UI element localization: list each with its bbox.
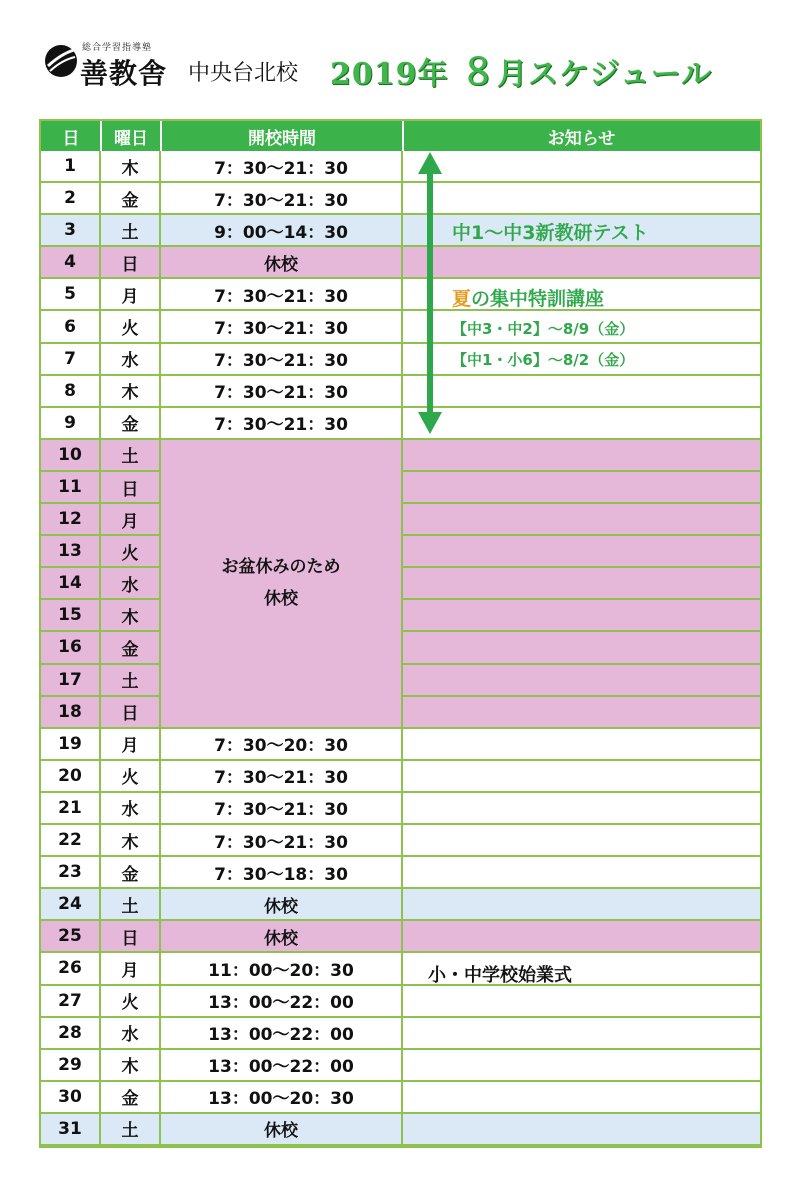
notice-ceremony: 小・中学校始業式	[428, 965, 572, 986]
notice-cell	[403, 665, 760, 697]
notice-test: 中1〜中3新教研テスト	[452, 222, 649, 244]
notice-cell	[403, 600, 760, 632]
brand-tagline: 総合学習指導塾	[82, 43, 153, 53]
weekday-cell: 月	[101, 953, 161, 985]
day-cell: 15	[41, 600, 101, 632]
obon-closure-cell	[161, 440, 403, 729]
obon-line2: 休校	[264, 589, 298, 610]
title-month: ８	[459, 51, 497, 93]
weekday-cell: 金	[101, 183, 161, 215]
weekday-cell: 金	[101, 857, 161, 889]
notice-cell	[403, 1050, 760, 1082]
header-hours: 開校時間	[161, 121, 403, 151]
weekday-cell: 土	[101, 440, 161, 472]
weekday-cell: 火	[101, 311, 161, 343]
double-arrow-icon	[418, 152, 442, 434]
weekday-cell: 火	[101, 986, 161, 1018]
header-divider	[100, 121, 102, 151]
day-cell: 31	[41, 1114, 101, 1146]
notice-cell	[403, 697, 760, 729]
weekday-cell: 月	[101, 279, 161, 311]
brand-logo-text: 善教舎	[80, 57, 168, 90]
day-cell: 17	[41, 665, 101, 697]
hours-cell: 休校	[161, 921, 403, 953]
weekday-cell: 火	[101, 761, 161, 793]
notice-cell	[403, 889, 760, 921]
day-cell: 20	[41, 761, 101, 793]
day-cell: 12	[41, 504, 101, 536]
notice-cell	[403, 247, 760, 279]
day-cell: 27	[41, 986, 101, 1018]
weekday-cell: 日	[101, 247, 161, 279]
day-cell: 5	[41, 279, 101, 311]
notice-cell	[403, 857, 760, 889]
notice-cell	[403, 151, 760, 183]
hours-cell: 休校	[161, 889, 403, 921]
hours-cell: 7：30〜21：30	[161, 344, 403, 376]
weekday-cell: 火	[101, 536, 161, 568]
weekday-cell: 水	[101, 344, 161, 376]
day-cell: 10	[41, 440, 101, 472]
hours-cell: 7：30〜21：30	[161, 151, 403, 183]
weekday-cell: 金	[101, 408, 161, 440]
hours-cell: 7：30〜21：30	[161, 311, 403, 343]
day-cell: 30	[41, 1082, 101, 1114]
hours-cell: 13：00〜20：30	[161, 1082, 403, 1114]
day-cell: 4	[41, 247, 101, 279]
hours-cell: 7：30〜21：30	[161, 279, 403, 311]
hours-cell: 7：30〜21：30	[161, 408, 403, 440]
notice-cell	[403, 921, 760, 953]
weekday-cell: 日	[101, 697, 161, 729]
hours-cell: 7：30〜21：30	[161, 825, 403, 857]
weekday-cell: 土	[101, 889, 161, 921]
day-cell: 25	[41, 921, 101, 953]
notice-cell	[403, 1018, 760, 1050]
header-notice: お知らせ	[403, 121, 760, 151]
notice-summer-rest: の集中特訓講座	[471, 288, 605, 310]
weekday-cell: 木	[101, 1050, 161, 1082]
day-cell: 16	[41, 632, 101, 664]
day-cell: 18	[41, 697, 101, 729]
notice-cell	[403, 376, 760, 408]
weekday-cell: 土	[101, 665, 161, 697]
notice-cell	[403, 504, 760, 536]
logo-mark-icon	[44, 44, 78, 78]
notice-cell	[403, 825, 760, 857]
title-year: 2019年	[330, 57, 449, 92]
notice-cell	[403, 632, 760, 664]
obon-line1: お盆休みのため	[221, 556, 341, 577]
hours-cell: 13：00〜22：00	[161, 1050, 403, 1082]
day-cell: 3	[41, 215, 101, 247]
notice-summer-line1: 【中3・中2】〜8/9（金）	[452, 320, 635, 338]
notice-cell	[403, 1082, 760, 1114]
weekday-cell: 日	[101, 921, 161, 953]
notice-cell	[403, 729, 760, 761]
hours-cell: 7：30〜21：30	[161, 376, 403, 408]
hours-cell: 7：30〜21：30	[161, 793, 403, 825]
weekday-cell: 水	[101, 793, 161, 825]
day-cell: 1	[41, 151, 101, 183]
notice-summer-first: 夏	[452, 288, 472, 310]
schedule-table	[39, 119, 762, 1148]
notice-cell	[403, 1114, 760, 1146]
weekday-cell: 水	[101, 568, 161, 600]
day-cell: 8	[41, 376, 101, 408]
day-cell: 11	[41, 472, 101, 504]
weekday-cell: 土	[101, 1114, 161, 1146]
notice-cell	[403, 472, 760, 504]
notice-cell	[403, 761, 760, 793]
day-cell: 14	[41, 568, 101, 600]
day-cell: 29	[41, 1050, 101, 1082]
weekday-cell: 木	[101, 600, 161, 632]
weekday-cell: 金	[101, 632, 161, 664]
notice-cell	[403, 986, 760, 1018]
notice-cell	[403, 536, 760, 568]
hours-cell: 7：30〜20：30	[161, 729, 403, 761]
day-cell: 21	[41, 793, 101, 825]
weekday-cell: 水	[101, 1018, 161, 1050]
weekday-cell: 木	[101, 151, 161, 183]
weekday-cell: 日	[101, 472, 161, 504]
notice-cell	[403, 408, 760, 440]
hours-cell: 休校	[161, 1114, 403, 1146]
page-title	[330, 44, 712, 95]
notice-cell	[403, 183, 760, 215]
day-cell: 23	[41, 857, 101, 889]
day-cell: 28	[41, 1018, 101, 1050]
notice-summer-course	[452, 284, 604, 311]
day-cell: 26	[41, 953, 101, 985]
notice-cell	[403, 440, 760, 472]
campus-name: 中央台北校	[188, 61, 299, 86]
hours-cell: 7：30〜21：30	[161, 183, 403, 215]
day-cell: 22	[41, 825, 101, 857]
hours-cell: 11：00〜20：30	[161, 953, 403, 985]
day-cell: 9	[41, 408, 101, 440]
header-day: 日	[41, 121, 101, 151]
weekday-cell: 木	[101, 376, 161, 408]
hours-cell: 9：00〜14：30	[161, 215, 403, 247]
weekday-cell: 月	[101, 504, 161, 536]
day-cell: 7	[41, 344, 101, 376]
weekday-cell: 金	[101, 1082, 161, 1114]
notice-summer-line2: 【中1・小6】〜8/2（金）	[452, 351, 635, 369]
day-cell: 13	[41, 536, 101, 568]
weekday-cell: 木	[101, 825, 161, 857]
day-cell: 2	[41, 183, 101, 215]
hours-cell: 7：30〜21：30	[161, 761, 403, 793]
day-cell: 24	[41, 889, 101, 921]
title-rest: 月スケジュール	[496, 57, 713, 92]
hours-cell: 7：30〜18：30	[161, 857, 403, 889]
header-dow: 曜日	[101, 121, 161, 151]
hours-cell: 休校	[161, 247, 403, 279]
hours-cell: 13：00〜22：00	[161, 986, 403, 1018]
notice-cell	[403, 793, 760, 825]
weekday-cell: 土	[101, 215, 161, 247]
day-cell: 19	[41, 729, 101, 761]
notice-cell	[403, 568, 760, 600]
header-divider	[402, 121, 404, 151]
hours-cell: 13：00〜22：00	[161, 1018, 403, 1050]
day-cell: 6	[41, 311, 101, 343]
weekday-cell: 月	[101, 729, 161, 761]
header-divider	[160, 121, 162, 151]
